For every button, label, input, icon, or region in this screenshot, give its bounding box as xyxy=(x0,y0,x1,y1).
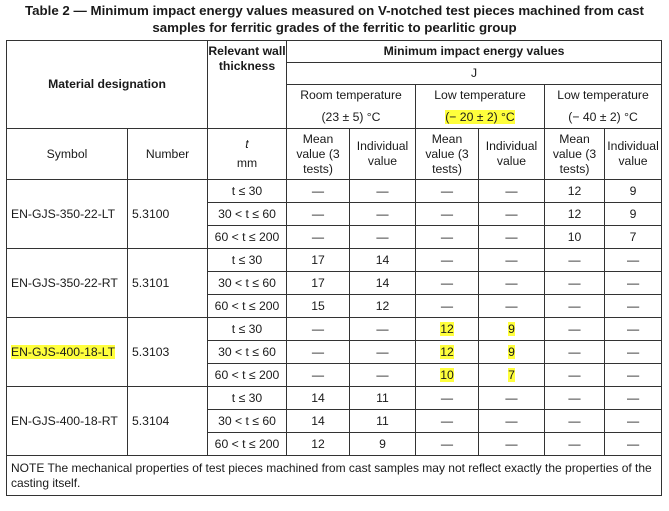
low-temp-20-header xyxy=(416,85,545,129)
impact-value: — xyxy=(568,390,581,405)
impact-value-cell xyxy=(479,410,545,433)
wall-thickness-range: 60 < t ≤ 200 xyxy=(208,295,287,318)
impact-value: — xyxy=(376,367,389,382)
mean-value-header: Mean value (3 tests) xyxy=(545,129,605,180)
room-temp-value: (23 ± 5) °C xyxy=(321,110,381,124)
impact-value: 12 xyxy=(375,298,390,313)
individual-value-header: Individual value xyxy=(605,129,662,180)
impact-value: — xyxy=(505,413,518,428)
impact-value-cell xyxy=(545,341,605,364)
impact-value: — xyxy=(376,344,389,359)
impact-value: — xyxy=(505,206,518,221)
impact-value: — xyxy=(568,321,581,336)
low-temp-40-header xyxy=(545,85,662,129)
impact-value: — xyxy=(568,436,581,451)
wall-thickness-range: t ≤ 30 xyxy=(208,249,287,272)
table-row xyxy=(7,318,662,341)
impact-value-cell xyxy=(479,249,545,272)
impact-value: 15 xyxy=(311,298,325,313)
impact-value: 9 xyxy=(379,436,386,451)
mean-value-header: Mean value (3 tests) xyxy=(287,129,350,180)
wall-thickness-range: 60 < t ≤ 200 xyxy=(208,226,287,249)
impact-value: — xyxy=(505,252,518,267)
impact-value: — xyxy=(440,183,454,198)
material-designation-header: Material designation xyxy=(7,41,208,129)
low-temp-20-label: Low temperature xyxy=(434,88,526,102)
impact-value: — xyxy=(311,321,325,336)
impact-value: 9 xyxy=(629,183,637,198)
impact-value-cell xyxy=(605,203,662,226)
impact-value-cell xyxy=(545,295,605,318)
impact-value: — xyxy=(311,206,325,221)
wall-thickness-range: 60 < t ≤ 200 xyxy=(208,364,287,387)
impact-value-cell xyxy=(350,433,416,456)
room-temp-label: Room temperature xyxy=(300,88,402,102)
impact-value-cell xyxy=(416,226,479,249)
impact-value-cell xyxy=(416,433,479,456)
impact-value: — xyxy=(626,321,640,336)
impact-value: — xyxy=(376,229,389,244)
impact-value: — xyxy=(568,344,581,359)
impact-value: — xyxy=(376,321,389,336)
impact-value: — xyxy=(311,367,325,382)
low-temp-40-label: Low temperature xyxy=(557,88,649,102)
impact-value-cell xyxy=(545,364,605,387)
impact-value: — xyxy=(568,367,581,382)
impact-value-cell xyxy=(287,203,350,226)
impact-value-cell xyxy=(287,180,350,203)
caption-line-1: Table 2 — Minimum impact energy values measured on V-notched test pieces machined from cast xyxy=(25,3,644,18)
impact-value-cell xyxy=(605,249,662,272)
impact-value: — xyxy=(505,390,518,405)
impact-value: 14 xyxy=(375,275,390,290)
impact-value: 17 xyxy=(311,252,325,267)
impact-value: — xyxy=(376,183,389,198)
table-caption xyxy=(0,2,669,36)
material-symbol-text: EN-GJS-350-22-RT xyxy=(11,275,118,290)
mean-value-header: Mean value (3 tests) xyxy=(416,129,479,180)
material-symbol xyxy=(7,318,128,387)
impact-value-cell xyxy=(479,226,545,249)
impact-value: 14 xyxy=(311,390,325,405)
impact-value-cell xyxy=(605,387,662,410)
impact-value-cell xyxy=(479,387,545,410)
impact-value-cell xyxy=(287,341,350,364)
impact-value: — xyxy=(568,275,581,290)
impact-value-cell xyxy=(350,387,416,410)
impact-value: 12 xyxy=(440,344,454,359)
impact-value-cell xyxy=(605,341,662,364)
impact-value: — xyxy=(626,436,640,451)
impact-value: — xyxy=(626,275,640,290)
material-symbol-text: EN-GJS-400-18-RT xyxy=(11,413,118,428)
material-symbol-text: EN-GJS-400-18-LT xyxy=(11,344,116,359)
impact-value-cell xyxy=(605,433,662,456)
impact-value: — xyxy=(626,390,640,405)
impact-value-cell xyxy=(479,203,545,226)
impact-value-cell xyxy=(605,295,662,318)
impact-value-cell xyxy=(350,203,416,226)
impact-value-cell xyxy=(545,433,605,456)
impact-value-cell xyxy=(545,249,605,272)
impact-value: — xyxy=(626,367,640,382)
impact-value: — xyxy=(311,183,325,198)
impact-value-cell xyxy=(287,226,350,249)
impact-value: — xyxy=(505,436,518,451)
impact-value-cell xyxy=(416,410,479,433)
impact-value-cell xyxy=(287,410,350,433)
impact-value-cell xyxy=(605,364,662,387)
min-impact-header: Minimum impact energy values xyxy=(287,41,662,63)
impact-value-cell xyxy=(287,433,350,456)
impact-value-cell xyxy=(350,410,416,433)
impact-value-cell xyxy=(287,318,350,341)
impact-value-cell xyxy=(350,249,416,272)
impact-value-cell xyxy=(605,318,662,341)
t-symbol: t xyxy=(245,137,249,151)
impact-value-cell xyxy=(479,272,545,295)
impact-value: 12 xyxy=(311,436,325,451)
impact-value-cell xyxy=(545,272,605,295)
impact-value-cell xyxy=(287,249,350,272)
impact-value: 14 xyxy=(375,252,390,267)
number-header: Number xyxy=(128,129,208,180)
material-number: 5.3100 xyxy=(128,180,208,249)
unit-j: J xyxy=(287,63,662,85)
wall-thickness-range: 30 < t ≤ 60 xyxy=(208,341,287,364)
impact-value: — xyxy=(440,436,454,451)
impact-value-cell xyxy=(479,180,545,203)
impact-value: — xyxy=(440,252,454,267)
impact-energy-table xyxy=(6,40,662,496)
individual-value-header: Individual value xyxy=(479,129,545,180)
impact-value: — xyxy=(376,206,389,221)
impact-value: 10 xyxy=(440,367,454,382)
impact-value-cell xyxy=(416,341,479,364)
impact-value-cell xyxy=(416,249,479,272)
material-number: 5.3101 xyxy=(128,249,208,318)
material-symbol xyxy=(7,249,128,318)
table-row xyxy=(7,249,662,272)
impact-value-cell xyxy=(416,387,479,410)
impact-value-cell xyxy=(416,364,479,387)
impact-value: 12 xyxy=(567,206,582,221)
low-temp-40-value: (− 40 ± 2) °C xyxy=(568,110,638,124)
impact-value: — xyxy=(311,229,325,244)
impact-value-cell xyxy=(479,433,545,456)
impact-value: 14 xyxy=(311,413,325,428)
impact-value-cell xyxy=(605,410,662,433)
material-symbol xyxy=(7,387,128,456)
room-temp-header xyxy=(287,85,416,129)
impact-value-cell xyxy=(545,410,605,433)
impact-value-cell xyxy=(605,180,662,203)
impact-value: — xyxy=(626,252,640,267)
impact-value: — xyxy=(440,413,454,428)
impact-value-cell xyxy=(350,364,416,387)
impact-value-cell xyxy=(416,180,479,203)
impact-value-cell xyxy=(605,226,662,249)
impact-value-cell xyxy=(479,364,545,387)
wall-thickness-range: 30 < t ≤ 60 xyxy=(208,410,287,433)
table-row xyxy=(7,180,662,203)
impact-value: — xyxy=(626,298,640,313)
impact-value-cell xyxy=(416,318,479,341)
impact-value: 7 xyxy=(508,367,515,382)
impact-value: — xyxy=(311,344,325,359)
material-number: 5.3104 xyxy=(128,387,208,456)
impact-value: 17 xyxy=(311,275,325,290)
impact-value-cell xyxy=(416,272,479,295)
impact-value-cell xyxy=(350,295,416,318)
impact-value-cell xyxy=(545,203,605,226)
impact-value: — xyxy=(505,275,518,290)
impact-value-cell xyxy=(350,180,416,203)
symbol-header: Symbol xyxy=(7,129,128,180)
wall-thickness-range: 60 < t ≤ 200 xyxy=(208,433,287,456)
impact-value-cell xyxy=(479,318,545,341)
caption-line-2: samples for ferritic grades of the ferritic to pearlitic group xyxy=(152,20,517,35)
material-number: 5.3103 xyxy=(128,318,208,387)
impact-value-cell xyxy=(479,341,545,364)
impact-value-cell xyxy=(545,387,605,410)
impact-value: — xyxy=(505,229,518,244)
impact-value: — xyxy=(568,413,581,428)
impact-value: — xyxy=(440,275,454,290)
impact-value: — xyxy=(568,298,581,313)
impact-value: 11 xyxy=(376,390,389,405)
impact-value-cell xyxy=(287,272,350,295)
mm-label: mm xyxy=(236,156,258,170)
impact-value-cell xyxy=(545,318,605,341)
impact-value: — xyxy=(440,206,454,221)
table-note: NOTE The mechanical properties of test pieces machined from cast samples may not reflect exactly the properties of the casting itself. xyxy=(7,456,662,496)
impact-value-cell xyxy=(287,295,350,318)
impact-value: — xyxy=(505,298,518,313)
impact-value-cell xyxy=(416,295,479,318)
wall-thickness-header: Relevant wall thickness xyxy=(208,41,287,129)
impact-value-cell xyxy=(350,226,416,249)
low-temp-20-value: (− 20 ± 2) °C xyxy=(445,110,515,124)
impact-value-cell xyxy=(350,341,416,364)
impact-value: 7 xyxy=(629,229,637,244)
impact-value-cell xyxy=(605,272,662,295)
impact-value: 12 xyxy=(567,183,582,198)
table-row xyxy=(7,387,662,410)
impact-value: 12 xyxy=(440,321,454,336)
impact-value-cell xyxy=(350,272,416,295)
wall-thickness-range: t ≤ 30 xyxy=(208,180,287,203)
material-symbol xyxy=(7,180,128,249)
impact-value: — xyxy=(626,344,640,359)
impact-value: — xyxy=(505,183,518,198)
impact-value-cell xyxy=(287,387,350,410)
thickness-unit-header xyxy=(208,129,287,180)
individual-value-header: Individual value xyxy=(350,129,416,180)
impact-value: 10 xyxy=(567,229,582,244)
wall-thickness-range: t ≤ 30 xyxy=(208,318,287,341)
wall-thickness-range: t ≤ 30 xyxy=(208,387,287,410)
wall-thickness-range: 30 < t ≤ 60 xyxy=(208,203,287,226)
impact-value: — xyxy=(626,413,640,428)
impact-value: — xyxy=(440,298,454,313)
wall-thickness-range: 30 < t ≤ 60 xyxy=(208,272,287,295)
impact-value-cell xyxy=(416,203,479,226)
impact-value: 9 xyxy=(508,321,515,336)
impact-value-cell xyxy=(287,364,350,387)
impact-value: — xyxy=(440,229,454,244)
impact-value-cell xyxy=(350,318,416,341)
impact-value: 11 xyxy=(376,413,389,428)
impact-value-cell xyxy=(545,180,605,203)
impact-value: 9 xyxy=(508,344,515,359)
impact-value: 9 xyxy=(629,206,637,221)
material-symbol-text: EN-GJS-350-22-LT xyxy=(11,206,116,221)
impact-value-cell xyxy=(545,226,605,249)
impact-value: — xyxy=(568,252,581,267)
impact-value-cell xyxy=(479,295,545,318)
impact-value: — xyxy=(440,390,454,405)
